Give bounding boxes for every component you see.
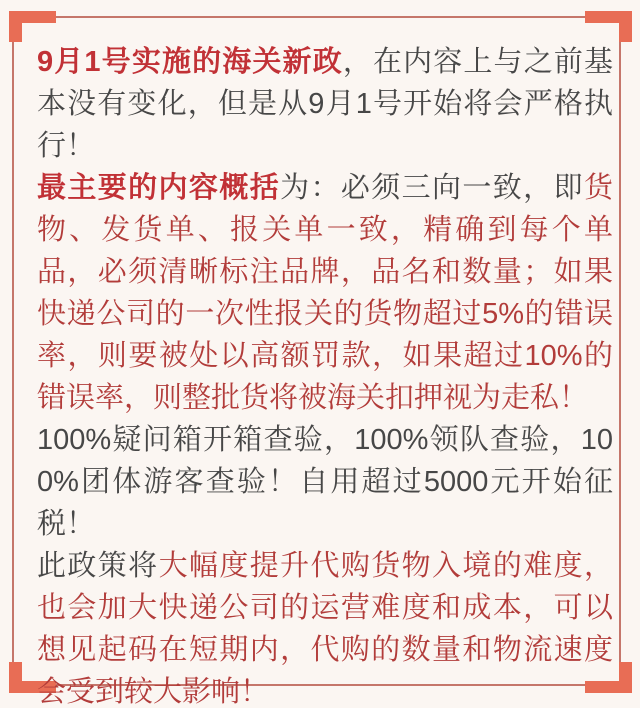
article-body xyxy=(37,41,613,708)
paragraph-4 xyxy=(37,545,613,708)
paragraph-1 xyxy=(37,41,613,167)
paragraph-1-segment-1: 9月1号实施的海关新政 xyxy=(37,46,343,78)
paragraph-2 xyxy=(37,167,613,419)
frame-corner-top-right-icon xyxy=(585,11,632,42)
paragraph-2-segment-2: 为：必须三向一致，即 xyxy=(280,172,584,204)
frame-corner-top-left-icon xyxy=(9,11,56,42)
paragraph-4-segment-2: 大幅度提升代购货物入境的难度，也会加大快递公司的运营难度和成本，可以想见起码在短期内，代购的数量和物流速度会受到较大影响！ xyxy=(37,550,613,708)
paragraph-4-segment-1: 此政策将 xyxy=(37,550,159,582)
paragraph-3 xyxy=(37,419,613,545)
paragraph-2-segment-1: 最主要的内容概括 xyxy=(37,172,281,204)
paragraph-3-segment-1: 100%疑问箱开箱查验，100%领队查验，100%团体游客查验！自用超过5000元开始征税！ xyxy=(37,424,613,540)
paragraph-1-segment-2: ，在内容上与之前基本没有变化，但是从9月1号开始将会严格执行！ xyxy=(37,46,613,162)
paragraph-2-segment-3: 货物、发货单、报关单一致，精确到每个单品，必须清晰标注品牌，品名和数量；如果快递公司的一次性报关的货物超过5%的错误率，则要被处以高额罚款，如果超过10%的错误率，则整批货将被海关扣押视为走私！ xyxy=(37,172,613,414)
